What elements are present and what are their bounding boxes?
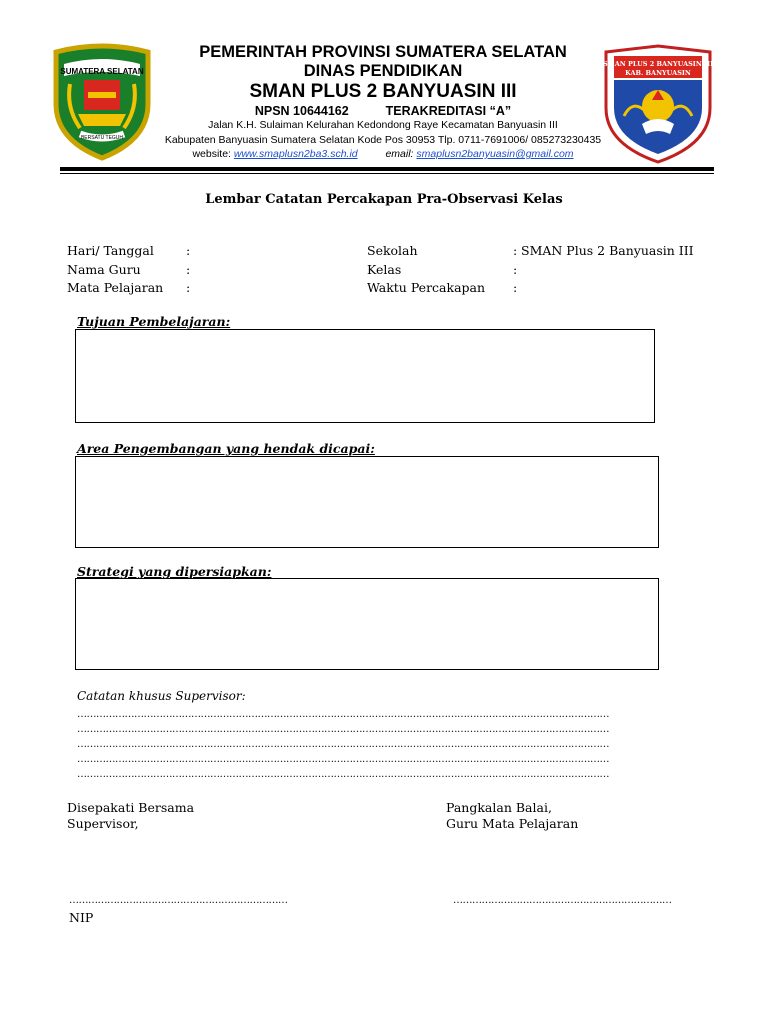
header-department: DINAS PENDIDIKAN: [303, 62, 463, 80]
field-date-sep: :: [186, 243, 191, 258]
nip-label: NIP: [69, 910, 94, 925]
left-logo-bottom-text: BERSATU TEGUH: [80, 135, 124, 141]
school-emblem-logo: [602, 44, 714, 166]
field-teacher-sep: :: [186, 262, 191, 277]
agreed-together-text: Disepakati Bersama: [67, 800, 195, 815]
place-text: Pangkalan Balai,: [446, 800, 552, 815]
sumsel-emblem-logo: [50, 44, 154, 162]
learning-objective-box[interactable]: [75, 329, 655, 423]
field-teacher-label: Nama Guru: [67, 262, 141, 277]
notes-line[interactable]: ……………………………………………………………………………………………………………………………………………………: [77, 724, 609, 735]
notes-line[interactable]: ……………………………………………………………………………………………………………………………………………………: [77, 709, 609, 720]
right-logo-text-2: KAB. BANYUASIN: [625, 69, 691, 77]
header-npsn: NPSN 10644162: [254, 104, 349, 118]
field-class-label: Kelas: [367, 262, 402, 277]
header-address-1: Jalan K.H. Sulaiman Kelurahan Kedondong Raye Kecamatan Banyuasin III: [208, 119, 558, 131]
header-government: PEMERINTAH PROVINSI SUMATERA SELATAN: [199, 43, 567, 61]
field-school-value: SMAN Plus 2 Banyuasin III: [521, 243, 694, 258]
field-school-sep: :: [513, 243, 518, 258]
field-school-label: Sekolah: [367, 243, 418, 258]
field-time-label: Waktu Percakapan: [367, 280, 486, 295]
header-contact-row: [150, 148, 616, 160]
notes-line[interactable]: ……………………………………………………………………………………………………………………………………………………: [77, 769, 609, 780]
form-title: Lembar Catatan Percakapan Pra-Observasi Kelas: [205, 192, 563, 207]
field-date-label: Hari/ Tanggal: [67, 243, 154, 258]
supervisor-label: Supervisor,: [67, 816, 139, 831]
teacher-label: Guru Mata Pelajaran: [446, 816, 579, 831]
left-logo-top-text: SUMATERA SELATAN: [60, 67, 144, 76]
header-divider-thick: [60, 167, 714, 171]
website-label: website:: [192, 148, 231, 160]
development-area-box[interactable]: [75, 456, 659, 548]
header-accreditation: TERAKREDITASI “A”: [385, 104, 512, 118]
header-address-2: Kabupaten Banyuasin Sumatera Selatan Kode Pos 30953 Tlp. 0711-7691006/ 085273230435: [164, 134, 602, 146]
right-logo-text-1: SMAN PLUS 2 BANYUASIN III: [602, 60, 714, 68]
strategy-box[interactable]: [75, 578, 659, 670]
email-link[interactable]: smaplusn2banyuasin@gmail.com: [416, 148, 574, 160]
notes-line[interactable]: ……………………………………………………………………………………………………………………………………………………: [77, 754, 609, 765]
field-time-sep: :: [513, 280, 518, 295]
field-subject-label: Mata Pelajaran: [67, 280, 164, 295]
supervisor-signature-line[interactable]: ……………………………………………………………: [69, 895, 288, 906]
header-school-name: SMAN PLUS 2 BANYUASIN III: [249, 81, 517, 102]
header-npsn-row: [150, 104, 616, 118]
header-divider-thin: [60, 173, 714, 174]
section-development-area-label: Area Pengembangan yang hendak dicapai:: [77, 441, 375, 456]
teacher-signature-line[interactable]: ……………………………………………………………: [453, 895, 672, 906]
email-label: email:: [385, 148, 414, 160]
supervisor-notes-label: Catatan khusus Supervisor:: [77, 689, 246, 703]
field-subject-sep: :: [186, 280, 191, 295]
website-link[interactable]: www.smaplusn2ba3.sch.id: [233, 148, 358, 160]
field-class-sep: :: [513, 262, 518, 277]
section-strategy-label: Strategi yang dipersiapkan:: [77, 564, 272, 579]
section-learning-objective-label: Tujuan Pembelajaran:: [77, 314, 231, 329]
notes-line[interactable]: ……………………………………………………………………………………………………………………………………………………: [77, 739, 609, 750]
